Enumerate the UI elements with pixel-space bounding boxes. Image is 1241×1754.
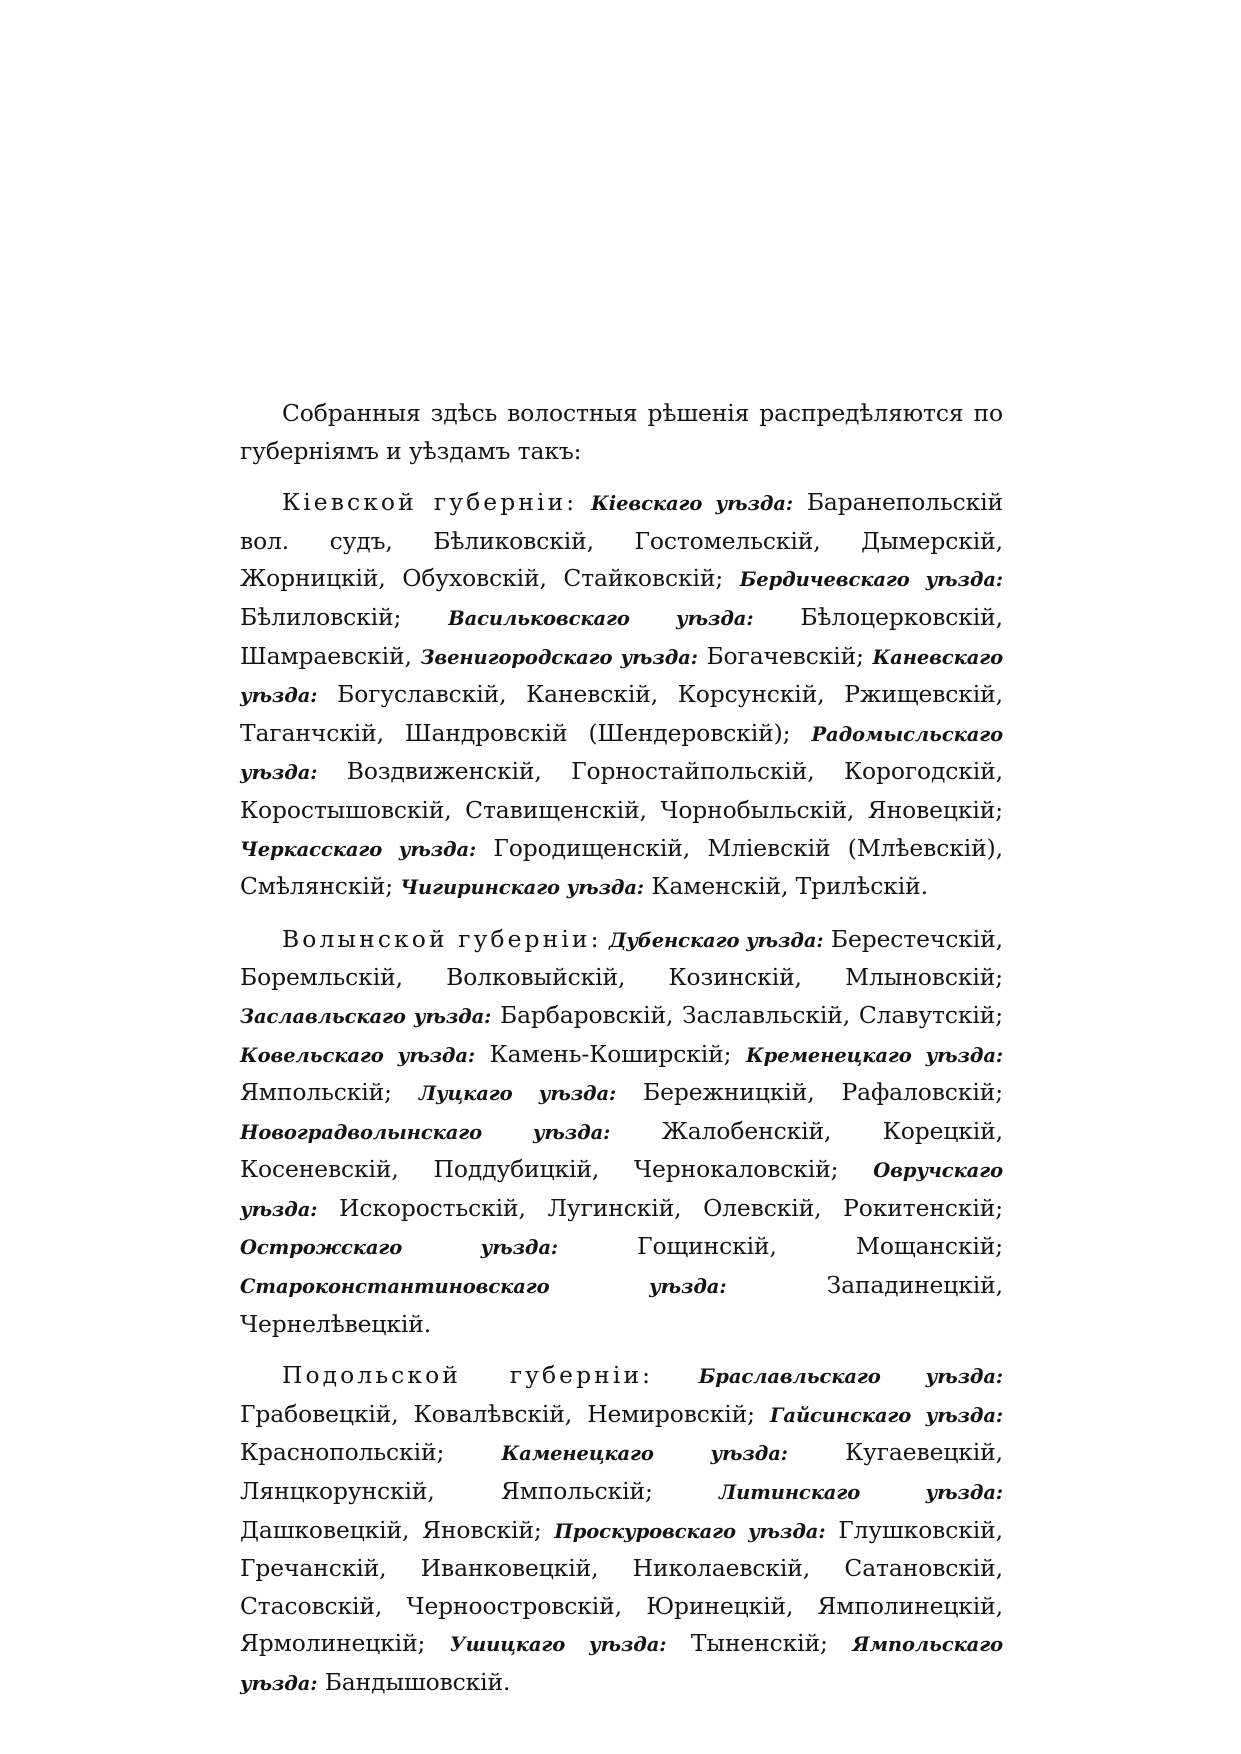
volost-list: Берестечскій, Боремльскій, Волковыйскій, Козинскій, Млыновскій;	[240, 924, 1003, 992]
uezd-label: Литинскаго уѣзда:	[718, 1481, 1003, 1505]
uezd-label: Ямпольскаго уѣзда:	[240, 1633, 1003, 1695]
volost-list: Грабовецкій, Ковалѣвскій, Немировскій;	[240, 1399, 755, 1428]
uezd-label: Кіевскаго уѣзда:	[591, 492, 793, 516]
volost-list: Бѣлиловскій;	[240, 602, 402, 631]
volost-list: Дашковецкій, Яновскій;	[240, 1515, 542, 1544]
volost-list: Воздвиженскій, Горностайпольскій, Корогодскій, Коростышовскій, Ставищенскій, Чорнобыльскій, Яновецкій;	[240, 757, 1003, 824]
uezd-label: Каменецкаго уѣзда:	[501, 1442, 788, 1466]
volyn-governorate-paragraph	[240, 921, 1003, 1344]
volost-list: Богачевскій;	[706, 641, 864, 670]
uezd-label: Чигиринскаго уѣзда:	[400, 876, 645, 900]
intro-paragraph: Собранныя здѣсь волостныя рѣшенія распредѣляются по губерніямъ и уѣздамъ такъ:	[240, 399, 1003, 465]
uezd-label: Заславльскаго уѣзда:	[240, 1004, 492, 1028]
governorate-heading: Подольской губерніи:	[282, 1361, 654, 1390]
uezd-label: Браславльскаго уѣзда:	[698, 1365, 1004, 1389]
volost-list: Бѣлоцерковскій, Шамраевскій,	[240, 602, 1004, 670]
volost-list: Бандышовскій.	[324, 1668, 511, 1696]
uezd-label: Черкасскаго уѣзда:	[240, 837, 477, 861]
volost-list: Искоростьскій, Лугинскій, Олевскій, Рокитенскій;	[339, 1193, 1003, 1222]
uezd-label: Дубенскаго уѣзда:	[608, 928, 824, 952]
volost-list: Ямпольскій;	[240, 1078, 392, 1107]
document-page	[240, 395, 1003, 1703]
volost-list: Баранепольскій вол. судъ, Бѣликовскій, Гостомельскій, Дымерскій, Жорницкій, Обуховскій, Стайковскій;	[240, 488, 1003, 593]
volost-list: Богуславскій, Каневскій, Корсунскій, Ржищевскій, Таганчскій, Шандровскій (Шендеровскій);	[240, 680, 1003, 747]
uezd-label: Васильковскаго уѣзда:	[448, 606, 754, 630]
uezd-label: Острожскаго уѣзда:	[240, 1236, 559, 1260]
volost-list: Кугаевецкій, Лянцкорунскій, Ямпольскій;	[240, 1438, 1003, 1506]
volost-list: Жалобенскій, Корецкій, Косеневскій, Поддубицкій, Чернокаловскій;	[240, 1116, 1004, 1184]
uezd-label: Староконстантиновскаго уѣзда:	[240, 1275, 727, 1299]
volost-list: Западинецкій, Чернелѣвецкій.	[240, 1271, 1003, 1338]
volost-list: Гощинскій, Мощанскій;	[637, 1232, 1003, 1261]
volost-list: Каменскій, Трилѣскій.	[651, 872, 928, 901]
uezd-label: Луцкаго уѣзда:	[418, 1082, 617, 1106]
uezd-label: Овручскаго уѣзда:	[240, 1159, 1003, 1221]
uezd-label: Кременецкаго уѣзда:	[746, 1043, 1003, 1067]
uezd-label: Ковельскаго уѣзда:	[240, 1043, 476, 1067]
volost-list: Краснопольскій;	[240, 1438, 445, 1467]
podolia-governorate-paragraph	[240, 1357, 1003, 1702]
uezd-label: Гайсинскаго уѣзда:	[770, 1403, 1003, 1427]
governorate-heading: Волынской губерніи:	[282, 924, 602, 953]
volost-list: Тыненскій;	[690, 1629, 828, 1658]
uezd-label: Ушицкаго уѣзда:	[449, 1633, 667, 1657]
uezd-label: Звенигородскаго уѣзда:	[420, 645, 698, 669]
volost-list: Барбаровскій, Заславльскій, Славутскій;	[500, 1000, 1003, 1029]
uezd-label: Новоградволынскаго уѣзда:	[240, 1120, 611, 1144]
governorate-heading: Кіевской губерніи:	[282, 488, 578, 517]
volost-list: Глушковскій, Гречанскій, Иванковецкій, Николаевскій, Сатановскій, Стасовскій, Черноостровскій, Юринецкій, Ямполинецкій, Ярмолинецкій;	[240, 1515, 1003, 1658]
volost-list: Камень-Коширскій;	[489, 1039, 732, 1068]
uezd-label: Бердичевскаго уѣзда:	[739, 568, 1003, 592]
kiev-governorate-paragraph	[240, 484, 1003, 907]
uezd-label: Каневскаго уѣзда:	[240, 645, 1004, 708]
uezd-label: Радомысльскаго уѣзда:	[240, 722, 1004, 785]
volost-list: Городищенскій, Мліевскій (Млѣевскій), Смѣлянскій;	[240, 833, 1003, 901]
volost-list: Бережницкій, Рафаловскій;	[643, 1078, 1003, 1107]
uezd-label: Проскуровскаго уѣзда:	[554, 1519, 826, 1543]
